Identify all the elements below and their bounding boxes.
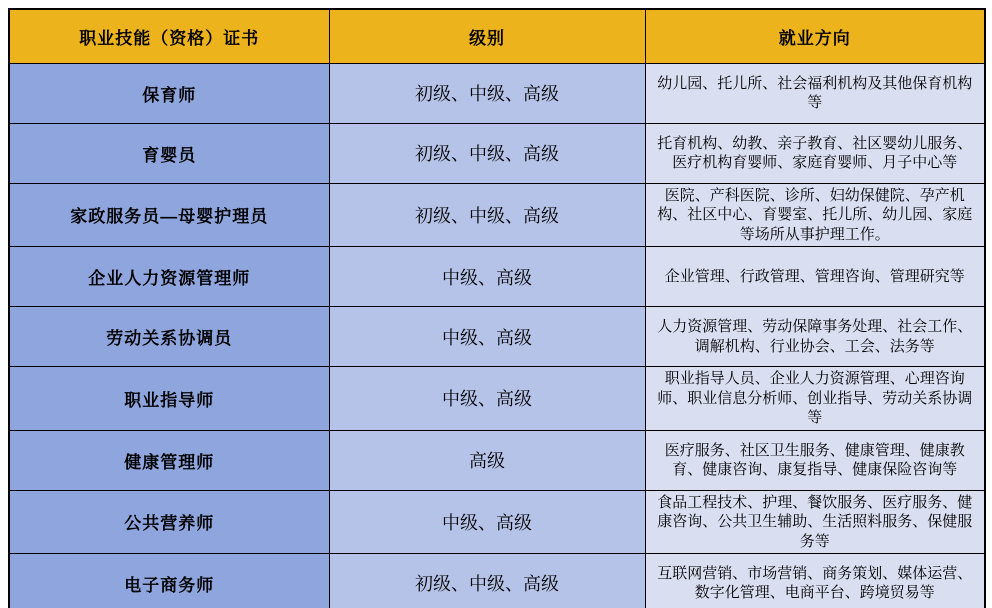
jobs-cell: 职业指导人员、企业人力资源管理、心理咨询师、职业信息分析师、创业指导、劳动关系协调等 — [645, 367, 985, 431]
level-cell: 高级 — [329, 430, 645, 490]
certificate-cell: 电子商务师 — [9, 554, 329, 608]
certificate-cell: 育婴员 — [9, 123, 329, 183]
level-cell: 中级、高级 — [329, 247, 645, 307]
certificate-cell: 劳动关系协调员 — [9, 307, 329, 367]
header-cell-level: 级别 — [329, 9, 645, 63]
table-row — [9, 247, 985, 307]
level-cell: 中级、高级 — [329, 307, 645, 367]
qualification-table — [8, 8, 986, 608]
table-row — [9, 183, 985, 247]
jobs-cell: 托育机构、幼教、亲子教育、社区婴幼儿服务、医疗机构育婴师、家庭育婴师、月子中心等 — [645, 123, 985, 183]
table-row — [9, 123, 985, 183]
header-cell-direction: 就业方向 — [645, 9, 985, 63]
level-cell: 初级、中级、高级 — [329, 554, 645, 608]
jobs-cell: 医疗服务、社区卫生服务、健康管理、健康教育、健康咨询、康复指导、健康保险咨询等 — [645, 430, 985, 490]
header-row — [9, 9, 985, 63]
level-cell: 初级、中级、高级 — [329, 123, 645, 183]
certificate-cell: 企业人力资源管理师 — [9, 247, 329, 307]
table-row — [9, 307, 985, 367]
jobs-cell: 幼儿园、托儿所、社会福利机构及其他保育机构等 — [645, 63, 985, 123]
table-row — [9, 430, 985, 490]
jobs-cell: 人力资源管理、劳动保障事务处理、社会工作、调解机构、行业协会、工会、法务等 — [645, 307, 985, 367]
certificate-cell: 保育师 — [9, 63, 329, 123]
jobs-cell: 互联网营销、市场营销、商务策划、媒体运营、数字化管理、电商平台、跨境贸易等 — [645, 554, 985, 608]
certificate-cell: 公共营养师 — [9, 490, 329, 554]
table-row — [9, 490, 985, 554]
level-cell: 初级、中级、高级 — [329, 183, 645, 247]
table-row — [9, 63, 985, 123]
certificate-cell: 家政服务员—母婴护理员 — [9, 183, 329, 247]
table-row — [9, 367, 985, 431]
header-cell-certificate: 职业技能（资格）证书 — [9, 9, 329, 63]
level-cell: 中级、高级 — [329, 490, 645, 554]
jobs-cell: 企业管理、行政管理、管理咨询、管理研究等 — [645, 247, 985, 307]
certificate-cell: 健康管理师 — [9, 430, 329, 490]
certificate-cell: 职业指导师 — [9, 367, 329, 431]
jobs-cell: 医院、产科医院、诊所、妇幼保健院、孕产机构、社区中心、育婴室、托儿所、幼儿园、家庭等场所从事护理工作。 — [645, 183, 985, 247]
level-cell: 中级、高级 — [329, 367, 645, 431]
level-cell: 初级、中级、高级 — [329, 63, 645, 123]
jobs-cell: 食品工程技术、护理、餐饮服务、医疗服务、健康咨询、公共卫生辅助、生活照料服务、保健服务等 — [645, 490, 985, 554]
table-row — [9, 554, 985, 608]
